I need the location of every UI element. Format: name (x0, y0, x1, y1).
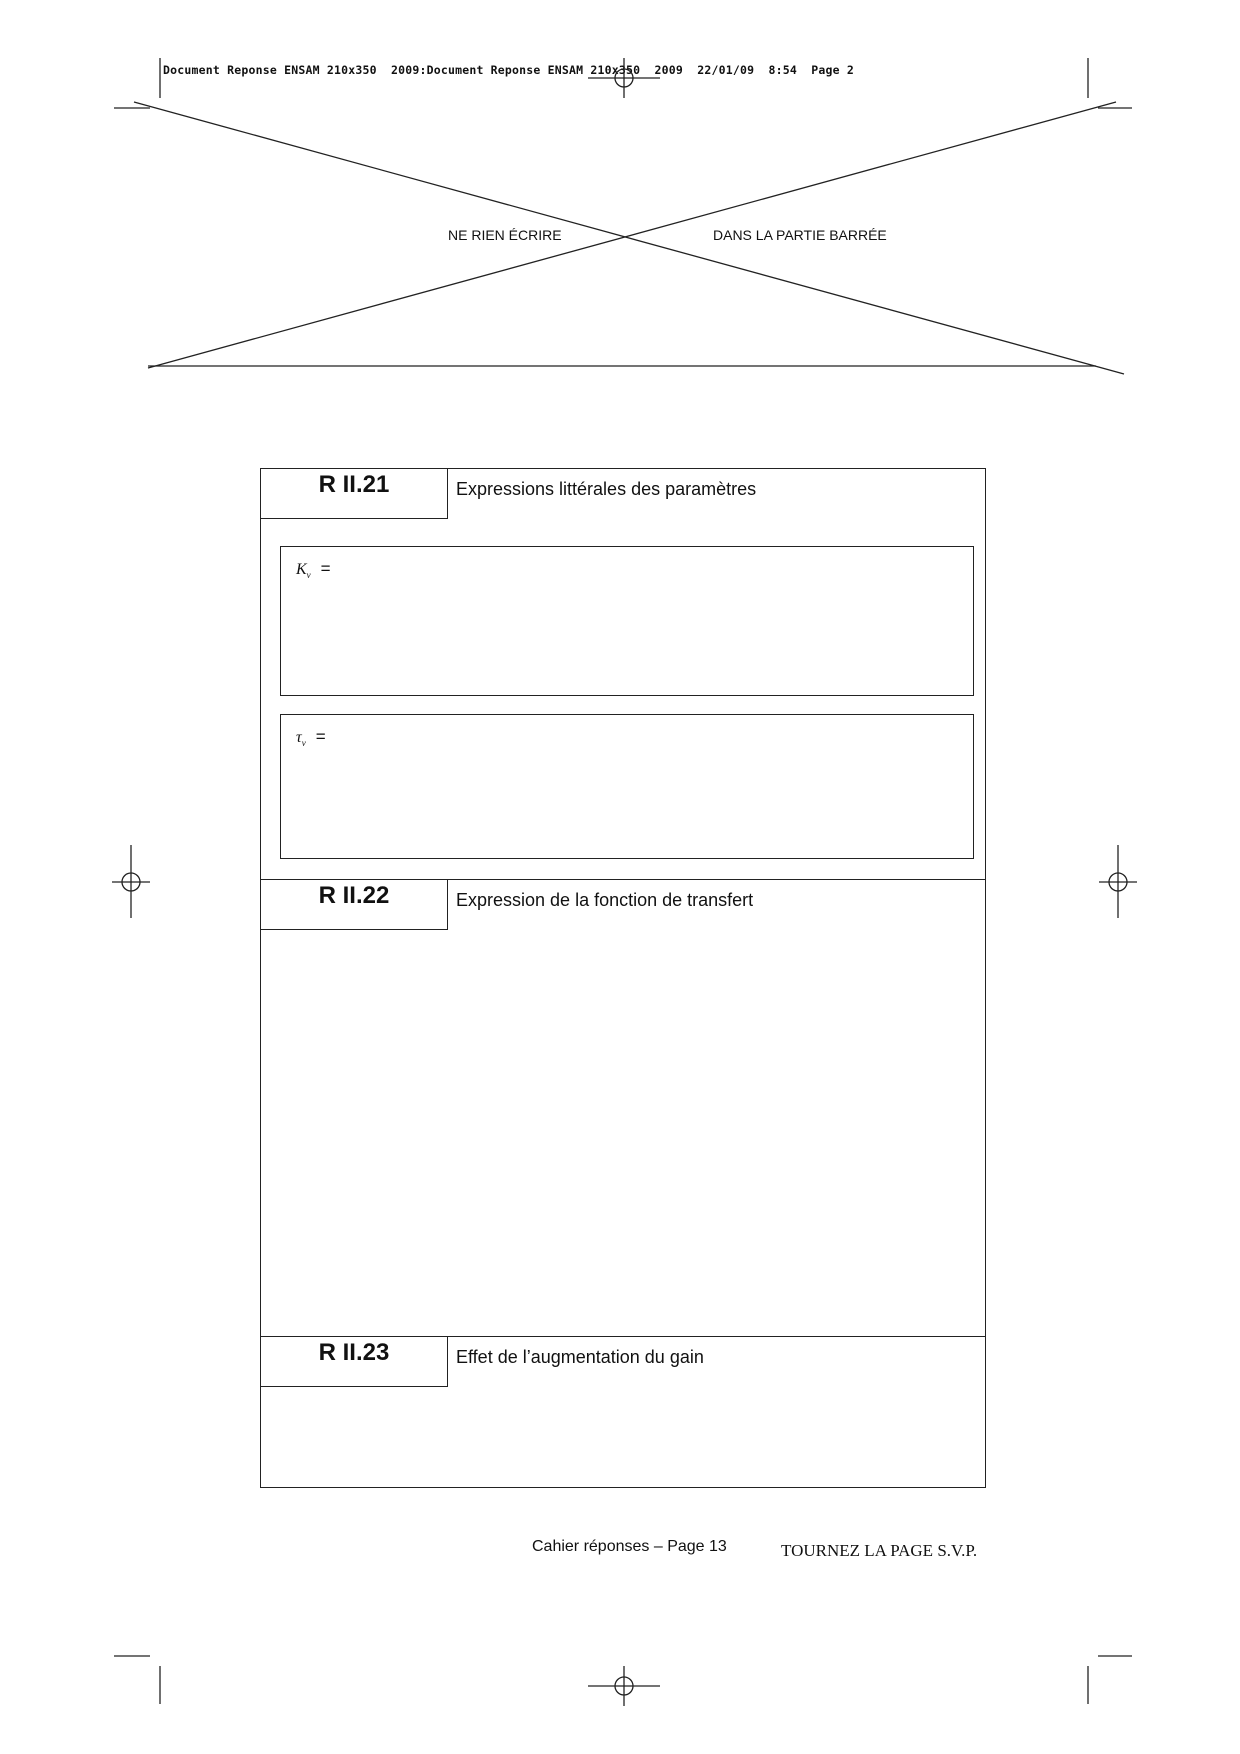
answer-frame (260, 468, 986, 1488)
turn-page-label: TOURNEZ LA PAGE S.V.P. (781, 1541, 978, 1560)
question-id: R II.23 (261, 1337, 448, 1387)
question-title: Expressions littérales des paramètres (456, 479, 757, 499)
question-r-ii-23[interactable] (261, 1336, 985, 1487)
registration-mark-left (112, 845, 150, 918)
print-header: Document Reponse ENSAM 210x350 2009:Document Reponse ENSAM 210x350 2009 22/01/09 8:54 Page 2 (163, 63, 854, 77)
question-title: Effet de l’augmentation du gain (456, 1347, 704, 1367)
question-r-ii-21 (261, 469, 985, 879)
barred-area-right-text: DANS LA PARTIE BARRÉE (713, 227, 887, 243)
answer-box-kv[interactable] (280, 546, 974, 696)
registration-mark-right (1099, 845, 1137, 918)
barred-area-left-text: NE RIEN ÉCRIRE (448, 227, 562, 243)
page-label: Cahier réponses – Page 13 (532, 1538, 727, 1555)
symbol-tau-v: $\tau_v$ = (296, 727, 326, 749)
barred-line-2 (148, 102, 1116, 368)
question-id: R II.21 (261, 469, 448, 519)
question-id: R II.22 (261, 880, 448, 930)
answer-box-tau-v[interactable] (280, 714, 974, 859)
question-r-ii-22[interactable] (261, 879, 985, 1336)
barred-line-1 (134, 102, 1124, 374)
registration-mark-top (588, 58, 660, 98)
registration-mark-bottom (588, 1666, 660, 1706)
question-title: Expression de la fonction de transfert (456, 890, 754, 910)
symbol-kv: $K_v$ = (296, 559, 331, 581)
